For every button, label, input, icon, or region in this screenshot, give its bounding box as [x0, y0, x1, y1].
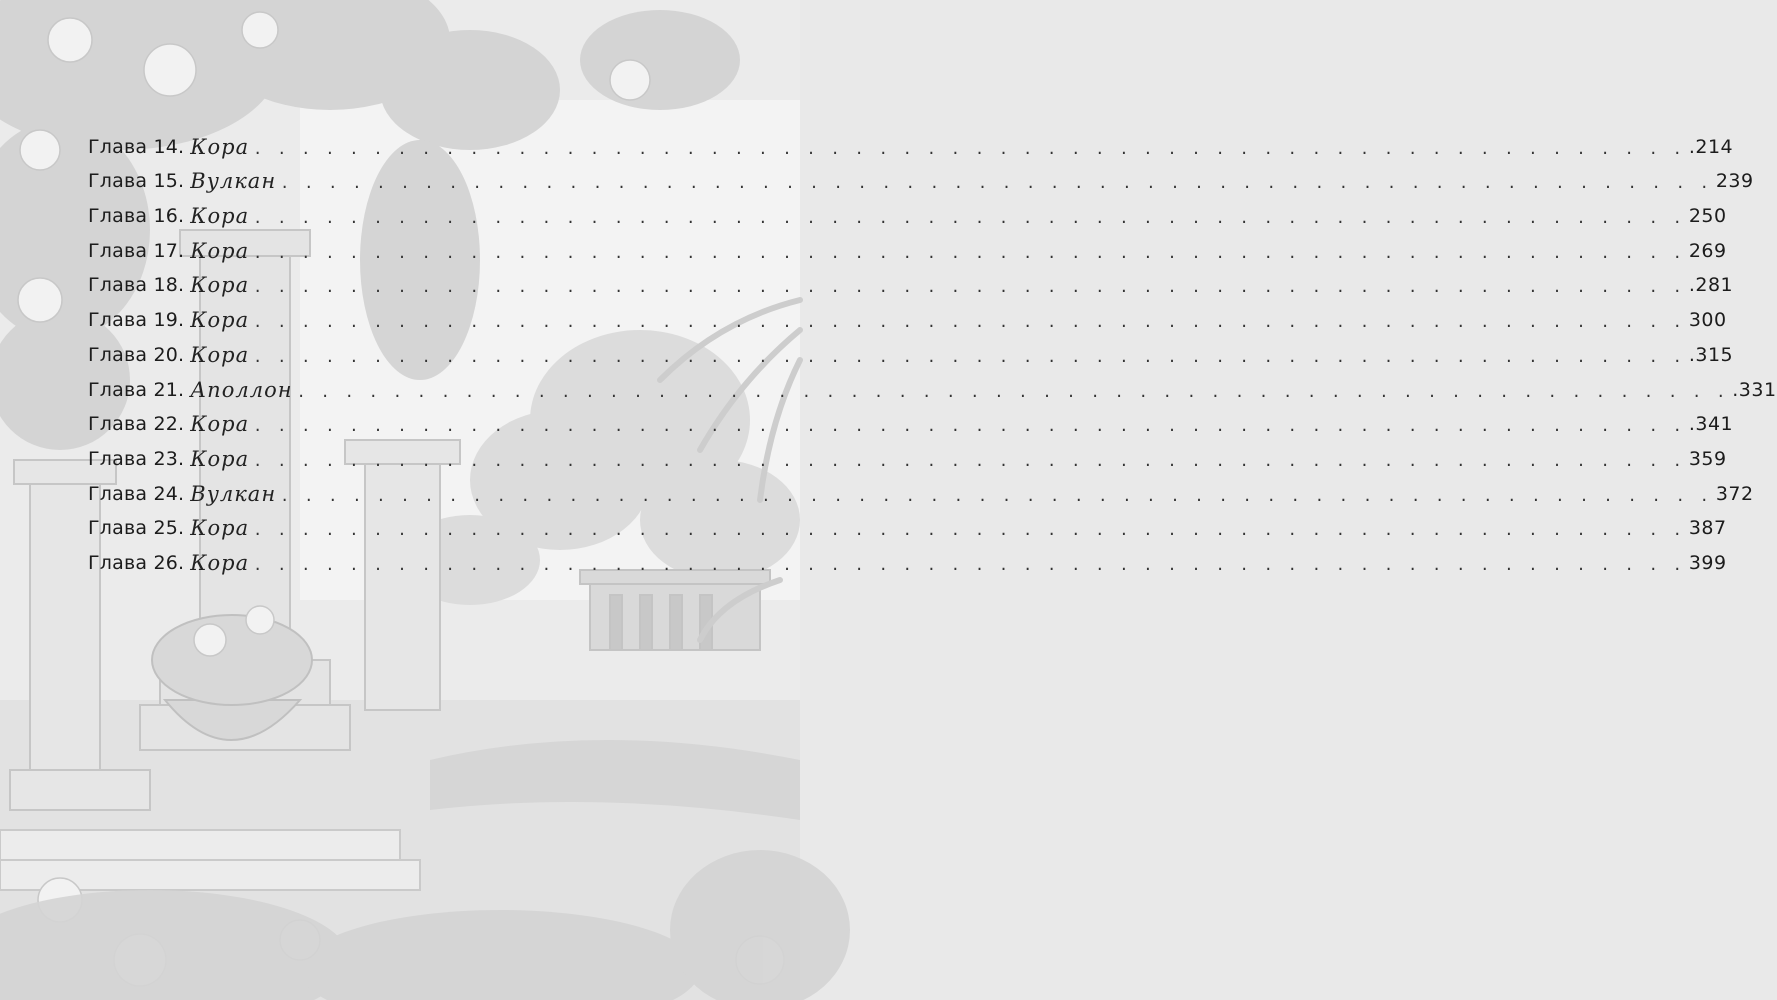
chapter-narrator: Кора [190, 342, 250, 367]
dot-leader: . . . . . . . . . . . . . . . . . . . . . . . . . . . . . . . . . . . . . . . . . . . . . . . . . . . . . . . . . . . . [253, 555, 1685, 574]
toc-entry[interactable] [88, 228, 1727, 263]
toc-entry[interactable] [88, 540, 1727, 575]
toc-entry[interactable] [88, 367, 1777, 402]
chapter-narrator: Кора [190, 516, 250, 541]
dot-leader: . . . . . . . . . . . . . . . . . . . . . . . . . . . . . . . . . . . . . . . . . . . . . . . . . . . . . . . . . . . . [253, 451, 1685, 470]
toc-entry[interactable] [88, 506, 1727, 541]
page-number: 239 [1715, 170, 1754, 193]
chapter-number: Глава 17. [88, 239, 185, 262]
page-number: .315 [1688, 343, 1734, 366]
toc-entry[interactable] [88, 297, 1727, 333]
chapter-narrator: Кора [190, 134, 250, 159]
dot-leader: . . . . . . . . . . . . . . . . . . . . . . . . . . . . . . . . . . . . . . . . . . . . . . . . . . . . . . . . . . . . [253, 313, 1685, 332]
dot-leader: . . . . . . . . . . . . . . . . . . . . . . . . . . . . . . . . . . . . . . . . . . . . . . . . . . . . . . . . . . . . [253, 347, 1685, 366]
toc-entry[interactable] [88, 471, 1754, 506]
page-number: 372 [1715, 482, 1754, 505]
chapter-number: Глава 14. [88, 135, 185, 158]
dot-leader: . . . . . . . . . . . . . . . . . . . . . . . . . . . . . . . . . . . . . . . . . . . . . . . . . . . . . . . . . . . . [253, 209, 1685, 228]
dot-leader: . . . . . . . . . . . . . . . . . . . . . . . . . . . . . . . . . . . . . . . . . . . . . . . . . . . . . . . . . . . . [253, 278, 1685, 297]
dot-leader: . . . . . . . . . . . . . . . . . . . . . . . . . . . . . . . . . . . . . . . . . . . . . . . . . . . . . . . . . . . . [296, 382, 1729, 401]
chapter-number: Глава 26. [88, 551, 185, 574]
page-number: .341 [1688, 413, 1734, 436]
page-number: 387 [1688, 517, 1727, 540]
toc-entry[interactable] [88, 124, 1734, 159]
page-number: 399 [1688, 551, 1727, 574]
page-number: .331 [1732, 378, 1777, 401]
dot-leader: . . . . . . . . . . . . . . . . . . . . . . . . . . . . . . . . . . . . . . . . . . . . . . . . . . . . . . . . . . . . [280, 174, 1712, 193]
chapter-number: Глава 18. [88, 274, 185, 297]
toc-entry[interactable] [88, 332, 1734, 367]
toc-entry[interactable] [88, 436, 1727, 471]
chapter-number: Глава 23. [88, 447, 185, 470]
chapter-number: Глава 20. [88, 343, 185, 366]
page-number: 269 [1688, 239, 1727, 262]
chapter-number: Глава 22. [88, 413, 185, 436]
chapter-narrator: Вулкан [190, 481, 277, 506]
chapter-narrator: Кора [190, 446, 250, 471]
page-number: .214 [1688, 135, 1734, 158]
chapter-narrator: Кора [190, 273, 250, 298]
toc-entry[interactable] [88, 263, 1734, 298]
page-number: .281 [1688, 274, 1734, 297]
toc-entry[interactable] [88, 193, 1727, 229]
chapter-narrator: Вулкан [190, 169, 277, 194]
chapter-number: Глава 21. [88, 378, 185, 401]
chapter-number: Глава 15. [88, 170, 185, 193]
dot-leader: . . . . . . . . . . . . . . . . . . . . . . . . . . . . . . . . . . . . . . . . . . . . . . . . . . . . . . . . . . . . [253, 521, 1685, 540]
chapter-narrator: Кора [190, 238, 250, 263]
chapter-narrator: Кора [190, 308, 250, 333]
toc-entry[interactable] [88, 402, 1734, 437]
dot-leader: . . . . . . . . . . . . . . . . . . . . . . . . . . . . . . . . . . . . . . . . . . . . . . . . . . . . . . . . . . . . [253, 243, 1685, 262]
page-number: 250 [1688, 205, 1727, 228]
chapter-number: Глава 16. [88, 205, 185, 228]
dot-leader: . . . . . . . . . . . . . . . . . . . . . . . . . . . . . . . . . . . . . . . . . . . . . . . . . . . . . . . . . . . . [253, 417, 1685, 436]
chapter-narrator: Аполлон [190, 377, 293, 402]
chapter-number: Глава 19. [88, 309, 185, 332]
dot-leader: . . . . . . . . . . . . . . . . . . . . . . . . . . . . . . . . . . . . . . . . . . . . . . . . . . . . . . . . . . . . [253, 139, 1685, 158]
chapter-number: Глава 24. [88, 482, 185, 505]
chapter-narrator: Кора [190, 204, 250, 229]
dot-leader: . . . . . . . . . . . . . . . . . . . . . . . . . . . . . . . . . . . . . . . . . . . . . . . . . . . . . . . . . . . . [280, 486, 1712, 505]
chapter-narrator: Кора [190, 550, 250, 575]
toc-entry[interactable] [88, 159, 1754, 194]
chapter-narrator: Кора [190, 412, 250, 437]
chapter-number: Глава 25. [88, 517, 185, 540]
page-number: 359 [1688, 447, 1727, 470]
table-of-contents [88, 124, 1777, 575]
page-number: 300 [1688, 309, 1727, 332]
